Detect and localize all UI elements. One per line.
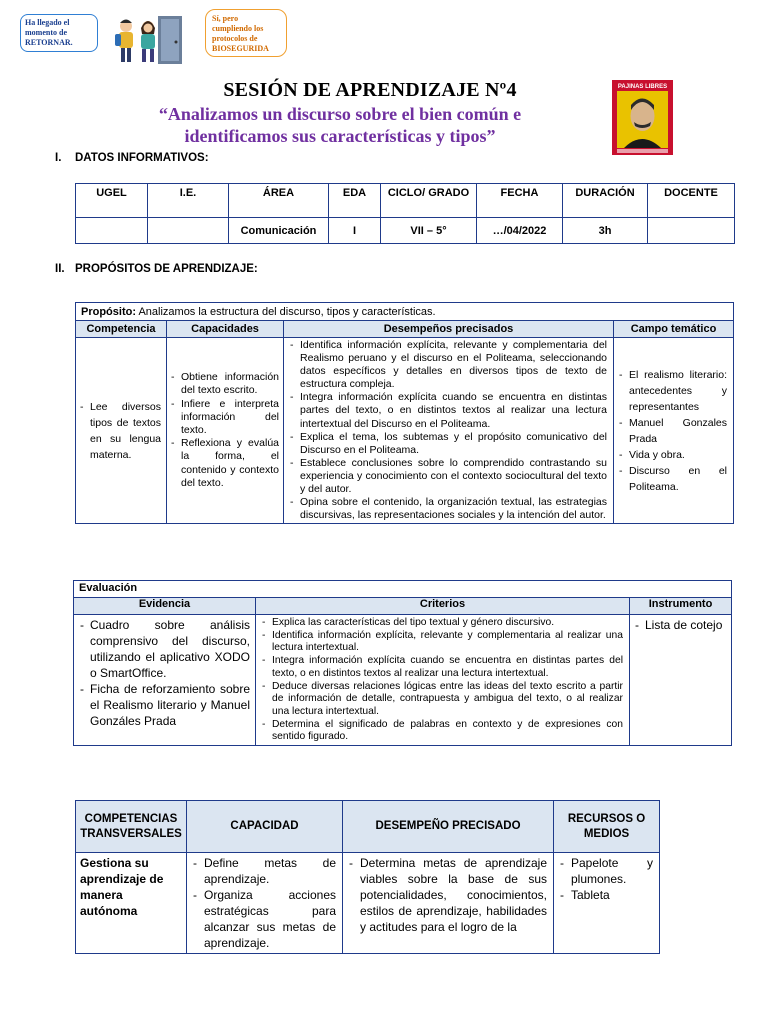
evidencia-cell: [74, 615, 256, 746]
list-item: - Integra información explícita cuando se encuentra en distintas partes del texto, o en distintos textos al realizar una lectura intertextual del Discurso en el Politeama.: [288, 391, 607, 430]
list-item: - Deduce diversas relaciones lógicas entre las ideas del texto escrito a partir de información de detalle, contrapuesta y ambigua del texto, o al realizar una lectura intertextual.: [260, 681, 623, 719]
manuel-gonzalez-prada-portrait: [612, 80, 673, 155]
competencia-transversal-cell: Gestiona su aprendizaje de manera autónoma: [76, 853, 187, 954]
list-item: - Explica las características del tipo textual y género discursivo.: [260, 617, 623, 630]
header-ie: I.E.: [148, 184, 229, 218]
cell-fecha: …/04/2022: [477, 218, 563, 244]
cell-ugel: [76, 218, 148, 244]
table-row: [74, 615, 732, 746]
criterios-cell: [256, 615, 630, 746]
header-desempenos: Desempeños precisados: [284, 321, 614, 338]
header-competencias-transversales: COMPETENCIAS TRANSVERSALES: [76, 801, 187, 853]
list-item: - Tableta: [558, 887, 653, 903]
recursos-cell: [554, 853, 660, 954]
header-instrumento: Instrumento: [630, 598, 732, 615]
cell-area: Comunicación: [229, 218, 329, 244]
header-eda: EDA: [329, 184, 381, 218]
list-item: - Identifica información explícita, relevante y complementaria al realizar una lectura intertextual.: [260, 630, 623, 655]
page-subtitle: “Analizamos un discurso sobre el bien común e identificamos sus características y tipos”: [158, 104, 522, 146]
propositos-table: [75, 302, 734, 524]
list-item: - Integra información explícita cuando se encuentra en distintas partes del texto, o en distintos textos al realizar una lectura intertextual.: [260, 655, 623, 680]
list-item: - Discurso en el Politeama.: [617, 463, 727, 495]
desempenos-cell: [284, 338, 614, 524]
list-item: - Papelote y plumones.: [558, 855, 653, 887]
list-item: - Reflexiona y evalúa la forma, el contenido y contexto del texto.: [169, 437, 279, 490]
list-item: - Lee diversos tipos de textos en su lengua materna.: [78, 399, 161, 463]
campo-tematico-cell: [614, 338, 734, 524]
table-header-row: [76, 184, 735, 218]
cell-docente: [648, 218, 735, 244]
list-item: - Identifica información explícita, relevante y complementaria del Realismo peruano y el discurso en el Politeama, seleccionando datos específicos y detalles en diversos tipos de texto de estructura compleja.: [288, 339, 607, 391]
header-desempeno-precisado: DESEMPEÑO PRECISADO: [343, 801, 554, 853]
list-item: - Explica el tema, los subtemas y el propósito comunicativo del Discurso en el Politeama.: [288, 431, 607, 457]
speech-bubble-right: Sí, pero cumpliendo los protocolos de BIOSEGURIDA: [205, 9, 287, 57]
table-row: [76, 218, 735, 244]
page-title: SESIÓN DE APRENDIZAJE Nº4: [223, 79, 517, 101]
list-item: - Organiza acciones estratégicas para alcanzar sus metas de aprendizaje.: [191, 887, 336, 951]
list-item: - Establece conclusiones sobre lo comprendido contrastando su experiencia y conocimiento con el contexto sociocultural del texto y del autor.: [288, 457, 607, 496]
list-item: - Obtiene información del texto escrito.: [169, 371, 279, 397]
list-item: - Opina sobre el contenido, la organización textual, las estrategias discursivas, las representaciones sociales y la intención del autor.: [288, 496, 607, 522]
capacidad-cell: [187, 853, 343, 954]
cell-ie: [148, 218, 229, 244]
header-ugel: UGEL: [76, 184, 148, 218]
instrumento-cell: [630, 615, 732, 746]
portrait-banner-text: PAJINAS LIBRES: [617, 84, 668, 90]
list-item: - Vida y obra.: [617, 447, 727, 463]
list-item: - Lista de cotejo: [633, 617, 727, 633]
competencia-cell: [76, 338, 167, 524]
evaluacion-table: [73, 580, 732, 746]
header-duracion: DURACIÓN: [563, 184, 648, 218]
list-item: - Infiere e interpreta información del texto.: [169, 398, 279, 438]
evaluacion-title: Evaluación: [74, 581, 732, 598]
list-item: - Cuadro sobre análisis comprensivo del discurso, utilizando el aplicativo XODO o SmartOffice.: [78, 617, 250, 681]
table-header-row: [74, 598, 732, 615]
header-area: ÁREA: [229, 184, 329, 218]
datos-informativos-table: [75, 183, 735, 244]
table-row: [76, 338, 734, 524]
header-recursos-medios: RECURSOS O MEDIOS: [554, 801, 660, 853]
header-capacidad: CAPACIDAD: [187, 801, 343, 853]
desempeno-precisado-cell: [343, 853, 554, 954]
capacidades-cell: [167, 338, 284, 524]
section-propositos: II. PROPÓSITOS DE APRENDIZAJE:: [55, 263, 258, 275]
header-docente: DOCENTE: [648, 184, 735, 218]
speech-bubble-left: Ha llegado el momento de RETORNAR.: [20, 14, 98, 52]
header-ciclo-grado: CICLO/ GRADO: [381, 184, 477, 218]
list-item: - Define metas de aprendizaje.: [191, 855, 336, 887]
header-capacidades: Capacidades: [167, 321, 284, 338]
table-row: [76, 853, 660, 954]
cell-eda: I: [329, 218, 381, 244]
header-evidencia: Evidencia: [74, 598, 256, 615]
cell-duracion: 3h: [563, 218, 648, 244]
section-datos-informativos: I. DATOS INFORMATIVOS:: [55, 152, 209, 164]
header-fecha: FECHA: [477, 184, 563, 218]
proposito-row: Propósito: Analizamos la estructura del discurso, tipos y características.: [76, 303, 734, 321]
cell-ciclo-grado: VII – 5°: [381, 218, 477, 244]
header-campo-tematico: Campo temático: [614, 321, 734, 338]
list-item: - El realismo literario: antecedentes y representantes: [617, 367, 727, 415]
competencias-transversales-table: [75, 800, 660, 954]
students-door-illustration: [96, 14, 204, 66]
header-criterios: Criterios: [256, 598, 630, 615]
table-header-row: [76, 321, 734, 338]
list-item: - Manuel Gonzales Prada: [617, 415, 727, 447]
list-item: - Determina metas de aprendizaje viables sobre la base de sus potencialidades, conocimientos, estilos de aprendizaje, habilidades y actitudes para el logro de la: [347, 855, 547, 935]
header-competencia: Competencia: [76, 321, 167, 338]
list-item: - Determina el significado de palabras en contexto y de expresiones con sentido figurado.: [260, 719, 623, 744]
table-header-row: [76, 801, 660, 853]
list-item: - Ficha de reforzamiento sobre el Realismo literario y Manuel Gonzáles Prada: [78, 681, 250, 729]
